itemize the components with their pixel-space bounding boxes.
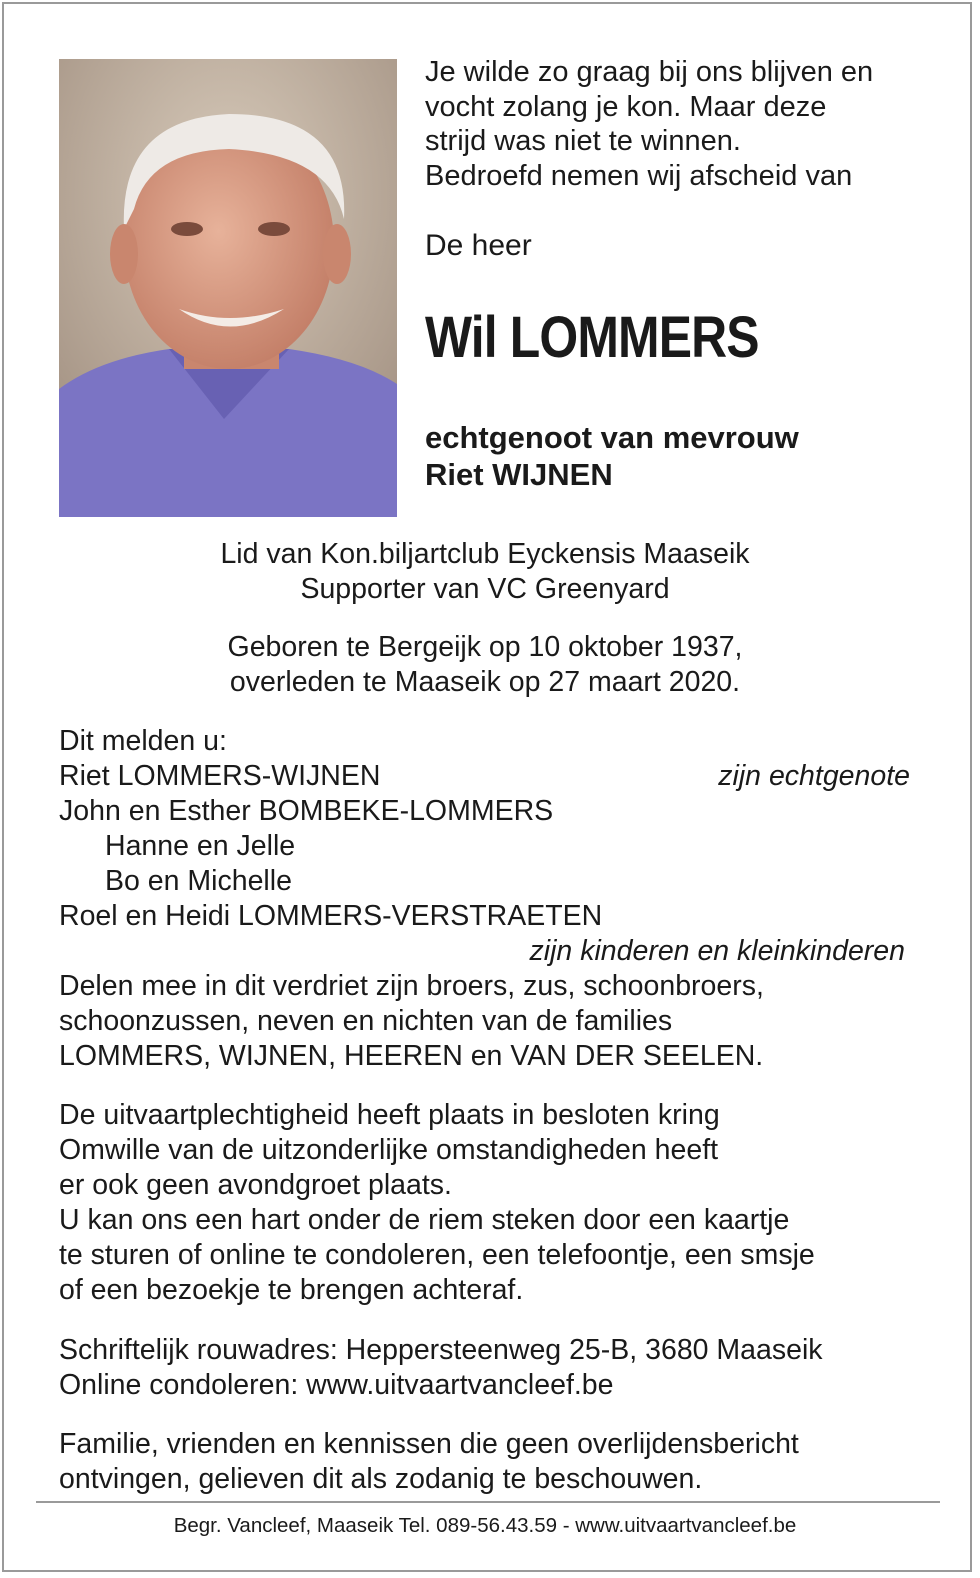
intro-text <box>425 55 945 193</box>
family-list <box>59 724 929 1074</box>
funeral-home-footer: Begr. Vancleef, Maaseik Tel. 089-56.43.59 - www.uitvaartvancleef.be <box>173 1514 797 1537</box>
address-line: Online condoleren: www.uitvaartvancleef.be <box>59 1369 614 1401</box>
spouse-name: Riet LOMMERS-WIJNEN <box>59 760 381 792</box>
club-line: Supporter van VC Greenyard <box>300 572 670 605</box>
salutation: De heer <box>425 229 532 262</box>
date-line: overleden te Maaseik op 27 maart 2020. <box>229 665 741 698</box>
spouse-role: zijn echtgenote <box>718 760 910 792</box>
address-line: Schriftelijk rouwadres: Heppersteenweg 25-B, 3680 Maaseik <box>59 1334 823 1366</box>
closing-line: ontvingen, gelieven dit als zodanig te beschouwen. <box>59 1463 703 1495</box>
club-membership <box>0 537 970 606</box>
family-child: John en Esther BOMBEKE-LOMMERS <box>59 795 554 827</box>
family-child: Roel en Heidi LOMMERS-VERSTRAETEN <box>59 900 603 932</box>
family-grandchild: Bo en Michelle <box>105 865 292 897</box>
spouse-line: echtgenoot van mevrouw <box>425 420 799 455</box>
relatives-line: Delen mee in dit verdriet zijn broers, zus, schoonbroers, <box>59 970 764 1002</box>
ceremony-line: of een bezoekje te brengen achteraf. <box>59 1274 524 1306</box>
family-row-spouse <box>59 759 929 794</box>
ceremony-line: Omwille van de uitzonderlijke omstandigheden heeft <box>59 1134 719 1166</box>
spouse-line: Riet WIJNEN <box>425 457 613 492</box>
ceremony-info <box>59 1098 929 1308</box>
date-line: Geboren te Bergeijk op 10 oktober 1937, <box>227 631 743 663</box>
children-role: zijn kinderen en kleinkinderen <box>529 935 905 967</box>
closing-line: Familie, vrienden en kennissen die geen overlijdensbericht <box>59 1428 799 1460</box>
ceremony-line: er ook geen avondgroet plaats. <box>59 1169 452 1201</box>
intro-line: Je wilde zo graag bij ons blijven en <box>425 56 874 88</box>
family-grandchild: Hanne en Jelle <box>105 830 296 862</box>
ceremony-line: te sturen of online te condoleren, een telefoontje, een smsje <box>59 1239 815 1271</box>
intro-line: vocht zolang je kon. Maar deze <box>425 90 827 123</box>
ceremony-line: De uitvaartplechtigheid heeft plaats in besloten kring <box>59 1099 720 1131</box>
intro-line: Bedroefd nemen wij afscheid van <box>425 159 853 192</box>
deceased-name: Wil LOMMERS <box>425 305 759 370</box>
relatives-line: LOMMERS, WIJNEN, HEEREN en VAN DER SEELEN. <box>59 1040 764 1072</box>
ceremony-line: U kan ons een hart onder de riem steken door een kaartje <box>59 1204 790 1236</box>
family-intro: Dit melden u: <box>59 725 227 757</box>
birth-death-dates <box>0 630 970 699</box>
intro-line: strijd was niet te winnen. <box>425 125 741 157</box>
spouse-info <box>425 419 799 493</box>
condolence-address <box>59 1333 929 1403</box>
footer-divider <box>36 1501 940 1503</box>
club-line: Lid van Kon.biljartclub Eyckensis Maaseik <box>220 538 750 570</box>
portrait-photo <box>59 59 397 517</box>
relatives-line: schoonzussen, neven en nichten van de families <box>59 1005 673 1037</box>
closing-note <box>59 1427 929 1497</box>
